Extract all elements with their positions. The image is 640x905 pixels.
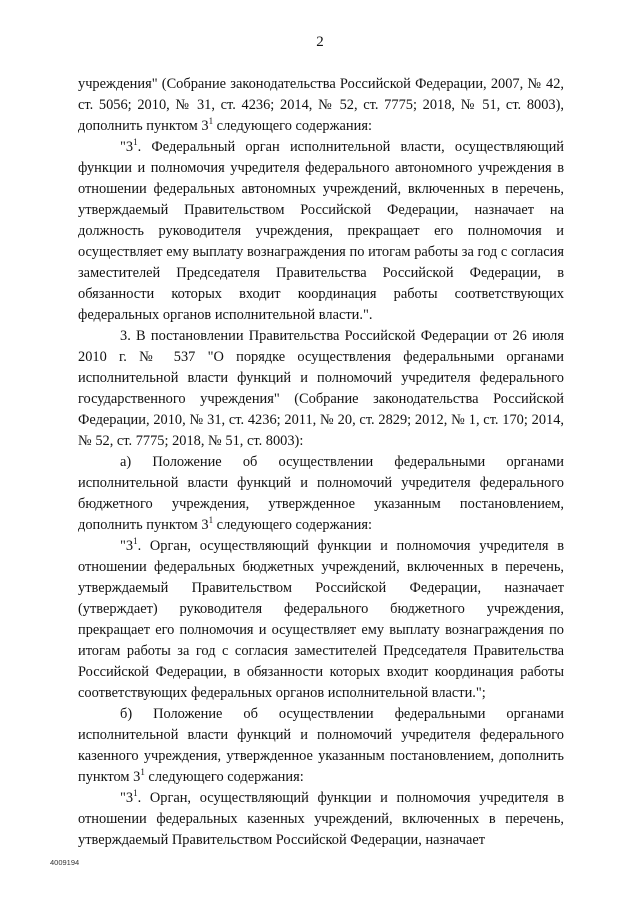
paragraph: а) Положение об осуществлении федеральными органами исполнительной власти функций и полномочий учредителя федерального бюджетного учреждения, утвержденное указанным постановлением, дополнить пунктом $3^1$ следующего содержания: <box>78 454 564 533</box>
superscript: 1 <box>208 116 214 127</box>
superscript: 1 <box>133 137 138 148</box>
superscript: 1 <box>133 536 138 547</box>
page-number: 2 <box>316 34 324 50</box>
paragraph: б) Положение об осуществлении федеральными органами исполнительной власти функций и полномочий учредителя федерального казенного учреждения, утвержденное указанным постановлением, дополнить пунктом $3^1$ следующего содержания: <box>78 706 564 785</box>
superscript: 1 <box>133 788 138 799</box>
paragraph: учреждения" (Собрание законодательства Российской Федерации, 2007, № 42, ст. 5056; 2010, № 31, ст. 4236; 2014, № 52, ст. 7775; 2018, № 51, ст. 8003), дополнить пунктом $3^1$ следующего содержания: <box>78 76 564 134</box>
document-body <box>78 74 564 851</box>
superscript: 1 <box>208 515 214 526</box>
paragraph: "$3^1$. Орган, осуществляющий функции и полномочия учредителя в отношении федеральных бюджетных учреждений, включенных в перечень, утверждаемый Правительством Российской Федерации, назначает (утверждает) руководителя федерального бюджетного учреждения, прекращает его полномочия и осуществляет ему выплату вознаграждения по итогам работы за год с согласия заместителей Председателя Правительства Российской Федерации, в обязанности которых входит координация работы соответствующих федеральных органов исполнительной власти."; <box>78 536 564 701</box>
document-code: 4009194 <box>50 858 80 867</box>
paragraph: "$3^1$. Федеральный орган исполнительной власти, осуществляющий функции и полномочия учредителя федерального автономного учреждения в отношении федеральных автономных учреждений, включенных в перечень, утверждаемый Правительством Российской Федерации, назначает на должность руководителя учреждения, прекращает его полномочия и осуществляет ему выплату вознаграждения по итогам работы за год с согласия заместителей Председателя Правительства Российской Федерации, в обязанности которых входит координация работы соответствующих федеральных органов исполнительной власти.". <box>78 137 564 323</box>
paragraph: "$3^1$. Орган, осуществляющий функции и полномочия учредителя в отношении федеральных казенных учреждений, включенных в перечень, утверждаемый Правительством Российской Федерации, назначает <box>78 788 564 848</box>
paragraph: 3. В постановлении Правительства Российской Федерации от 26 июля 2010 г. № 537 "О порядке осуществления федеральными органами исполнительной власти функций и полномочий учредителя федерального государственного учреждения" (Собрание законодательства Российской Федерации, 2010, № 31, ст. 4236; 2011, № 20, ст. 2829; 2012, № 1, ст. 170; 2014, № 52, ст. 7775; 2018, № 51, ст. 8003): <box>78 328 564 449</box>
superscript: 1 <box>140 767 145 778</box>
